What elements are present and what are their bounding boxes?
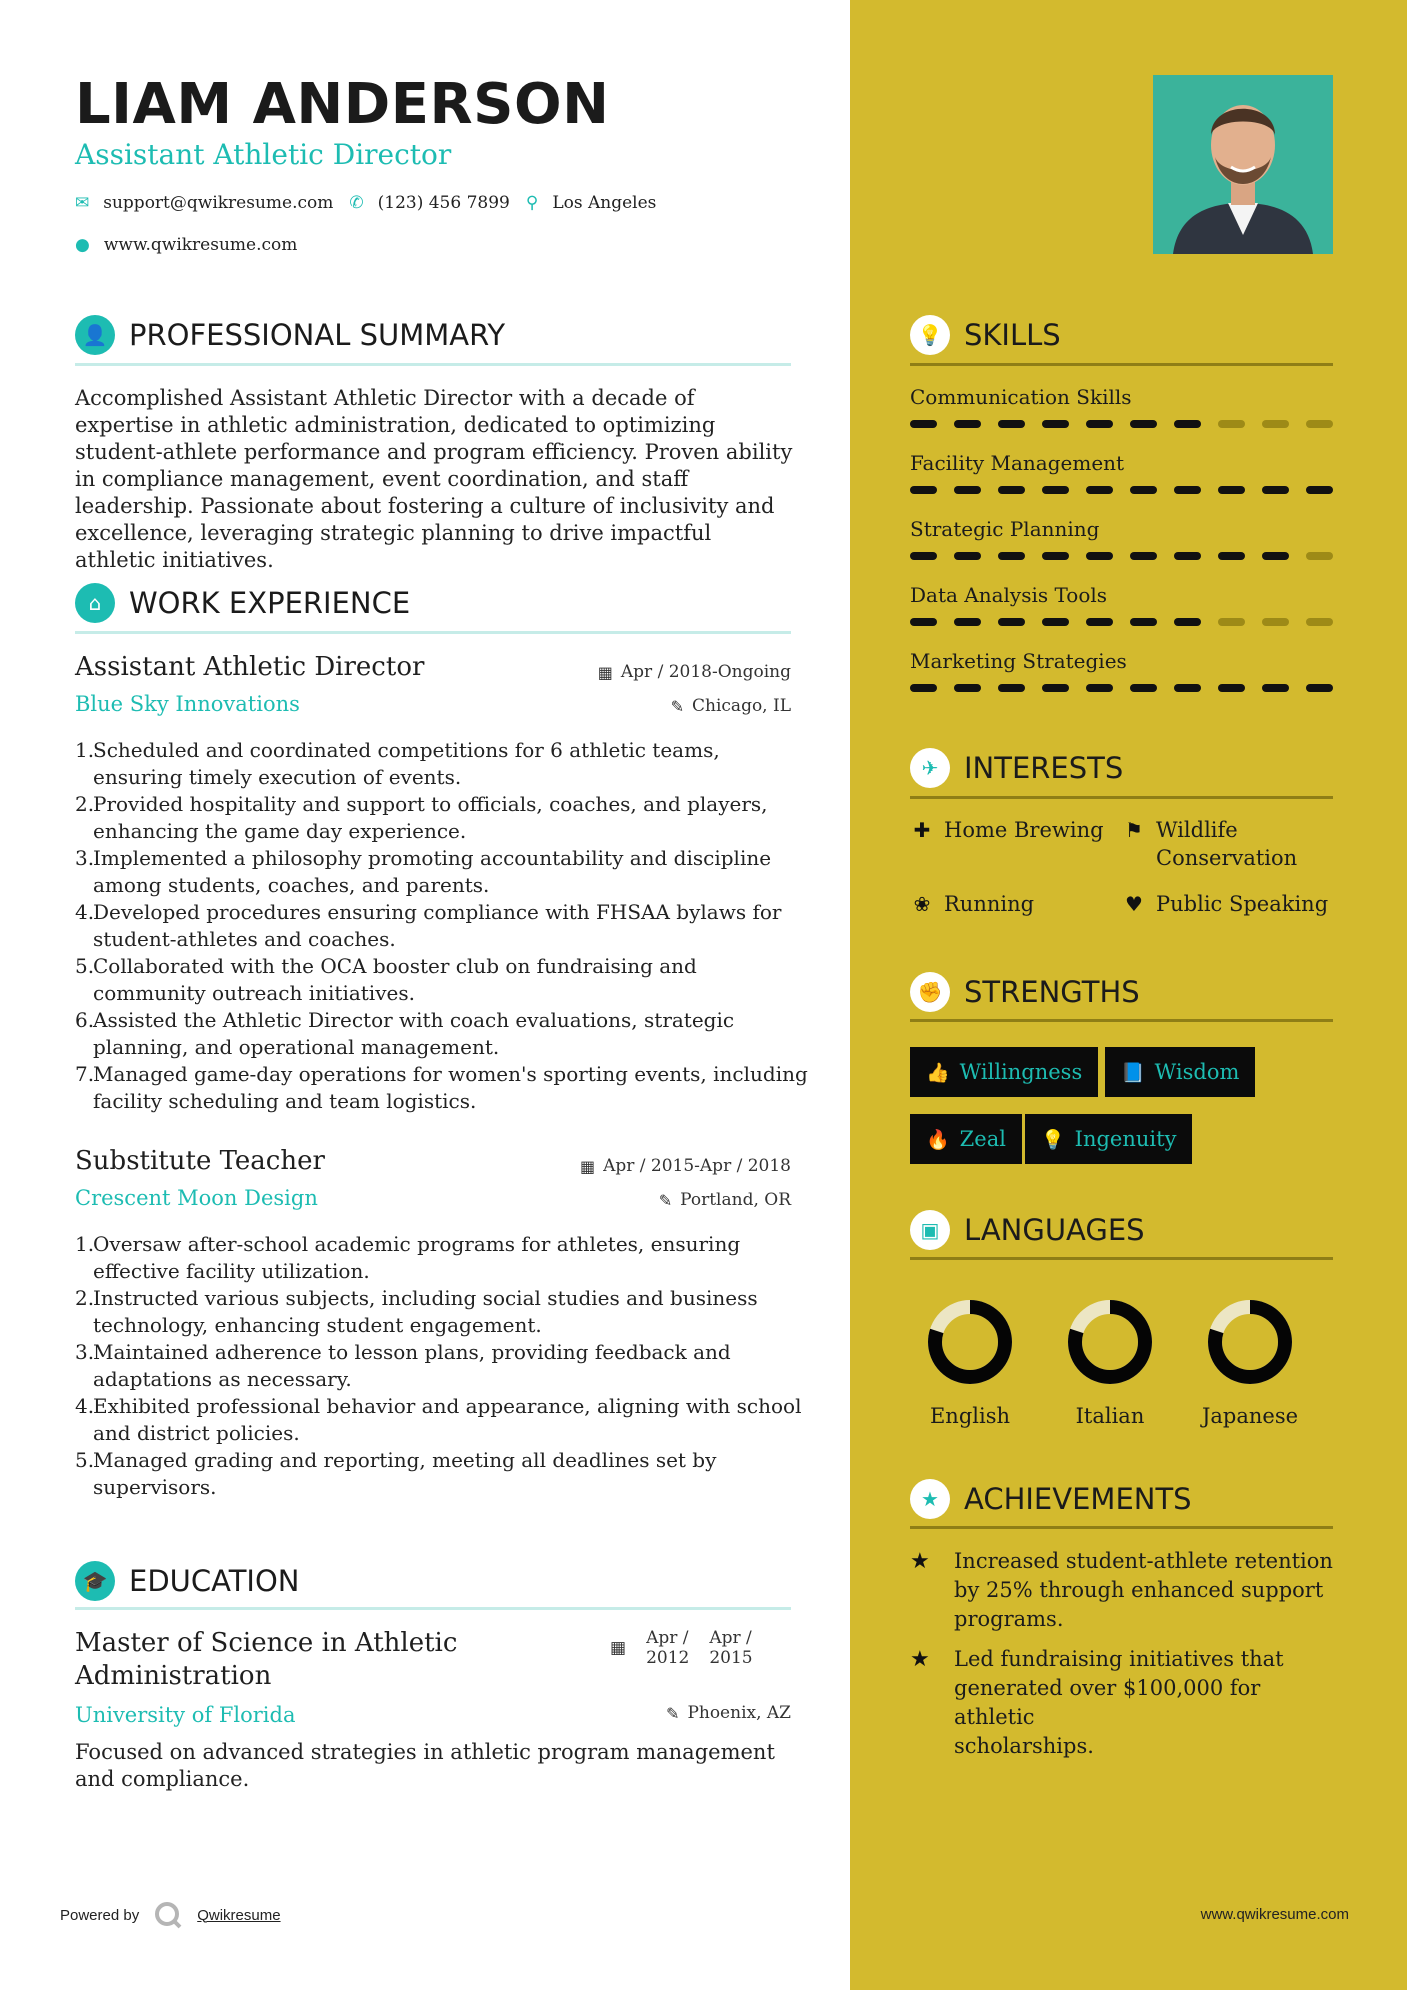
skill-dash-filled [1262,552,1289,560]
strength-label: Wisdom [1154,1060,1240,1084]
skill-dash-filled [910,684,937,692]
languages-heading: LANGUAGES [964,1213,1145,1247]
skill-dash-empty [1218,618,1245,626]
skill-item [910,649,1333,715]
phone-icon: ✆ [349,193,364,213]
interests-divider [910,796,1333,799]
skill-item [910,451,1333,517]
achievement-item [910,1645,1340,1761]
skill-dash-filled [1174,684,1201,692]
interest-item [1122,816,1297,872]
user-icon: 👤 [75,315,115,355]
languages-list [910,1292,1310,1428]
language-label: Italian [1075,1404,1145,1428]
heartbeat-icon: ♥ [1125,892,1143,916]
skill-level-bar [910,618,1333,626]
strengths-header [910,972,1140,1012]
skill-dash-filled [954,618,981,626]
flag-icon: ⚑ [1125,818,1143,842]
language-item [1050,1292,1170,1428]
book-icon: 📘 [1121,1061,1145,1084]
skill-dash-filled [998,420,1025,428]
skill-item [910,583,1333,649]
degree-line: Master of Science in Athletic [75,1628,458,1658]
achievement-line: generated over $100,000 for athletic [954,1676,1261,1729]
education-divider [75,1607,791,1610]
achievement-item [910,1547,1340,1634]
list-item: Oversaw after-school academic programs for athletes, ensuring effective facility utilization. [93,1232,741,1283]
interests-heading: INTERESTS [964,751,1124,785]
footer-site[interactable]: www.qwikresume.com [1200,1906,1349,1923]
strength-tag [1105,1047,1255,1097]
skill-dash-filled [1042,618,1069,626]
job-location-text: Portland, OR [680,1190,791,1210]
translate-icon: ▣ [910,1210,950,1250]
candidate-name: LIAM ANDERSON [75,72,610,137]
summary-header [75,315,505,355]
language-item [1190,1292,1310,1428]
skill-label: Marketing Strategies [910,649,1127,673]
skill-label: Communication Skills [910,385,1132,409]
skill-dash-empty [1218,420,1245,428]
languages-divider [910,1257,1333,1260]
achievement-line: scholarships. [954,1734,1094,1758]
strength-label: Zeal [959,1127,1006,1151]
avatar [1153,75,1333,254]
skill-level-bar [910,684,1333,692]
skill-dash-filled [954,552,981,560]
paper-plane-icon: ✈ [910,748,950,788]
thumbs-up-icon: 👍 [926,1061,950,1084]
list-item: Instructed various subjects, including social studies and business technology, enhancing student engagement. [93,1286,758,1337]
qwikresume-logo-icon [153,1900,183,1930]
skill-item [910,517,1333,583]
interest-label: Home Brewing [944,818,1104,842]
degree-title [75,1627,457,1693]
strengths-divider [910,1019,1333,1022]
skill-label: Data Analysis Tools [910,583,1108,607]
list-item: Exhibited professional behavior and appearance, aligning with school and district policies. [93,1394,802,1445]
profile-photo [1153,75,1333,254]
education-heading: EDUCATION [129,1564,300,1598]
pushpin-icon: ✎ [670,696,685,716]
interests-header [910,748,1123,788]
interest-item [910,890,1034,918]
skill-label: Facility Management [910,451,1125,475]
fist-icon: ✊ [910,972,950,1012]
strength-tag [1025,1114,1192,1164]
skill-dash-filled [1306,684,1333,692]
skills-list [910,385,1333,715]
globe-icon: ● [75,235,90,255]
job-location [659,1190,791,1210]
skill-item [910,385,1333,451]
skill-dash-filled [1218,486,1245,494]
skill-dash-filled [1262,684,1289,692]
school-name: University of Florida [75,1703,296,1727]
skill-dash-filled [954,420,981,428]
edu-start-year: 2012 [646,1648,690,1668]
graduate-icon: 🎓 [75,1561,115,1601]
website-link[interactable]: www.qwikresume.com [103,235,298,255]
skills-divider [910,363,1333,366]
skill-dash-filled [1218,552,1245,560]
education-location-text: Phoenix, AZ [687,1703,791,1723]
skill-level-bar [910,486,1333,494]
email-icon: ✉ [75,193,90,213]
list-item: Maintained adherence to lesson plans, providing feedback and adaptations as necessary. [93,1340,731,1391]
education-location [666,1703,791,1723]
skill-dash-filled [1130,486,1157,494]
job-bullets [75,1231,813,1501]
education-dates [610,1628,753,1668]
skill-level-bar [910,420,1333,428]
job-dates [598,662,791,682]
skill-dash-filled [998,486,1025,494]
achievement-line: programs. [954,1607,1064,1631]
interest-label: Public Speaking [1156,892,1329,916]
powered-by-text: Powered by [60,1906,140,1924]
strength-label: Ingenuity [1074,1127,1177,1151]
list-item: Managed game-day operations for women's sporting events, including facility scheduling and team logistics. [93,1062,808,1113]
calendar-icon: ▦ [597,662,613,682]
skill-dash-filled [998,552,1025,560]
skills-header [910,315,1061,355]
language-level-ring [1200,1292,1300,1392]
skill-dash-filled [1130,684,1157,692]
skill-dash-filled [998,684,1025,692]
skill-dash-filled [1042,552,1069,560]
skill-dash-filled [1174,552,1201,560]
interest-item [910,816,1104,844]
job-company: Crescent Moon Design [75,1186,318,1210]
lightbulb-icon: 💡 [1041,1128,1065,1151]
skill-label: Strategic Planning [910,517,1100,541]
job-dates-text: Apr / 2018-Ongoing [620,662,791,682]
skill-dash-filled [910,420,937,428]
skill-dash-empty [1262,420,1289,428]
candidate-title: Assistant Athletic Director [75,138,452,171]
location-pin-icon: ⚲ [525,193,539,213]
interest-item [1122,890,1328,918]
language-level-ring [1060,1292,1160,1392]
skill-dash-filled [1086,486,1113,494]
skill-dash-filled [1086,420,1113,428]
skill-dash-filled [998,618,1025,626]
skill-dash-filled [910,486,937,494]
edu-end-month: Apr / [709,1628,752,1648]
skill-dash-filled [1174,486,1201,494]
achievements-header [910,1479,1192,1519]
shooting-star-icon: ★ [910,1647,930,1672]
achievement-line: by 25% through enhanced support [954,1578,1324,1602]
skill-dash-filled [1042,684,1069,692]
brand-link[interactable]: Qwikresume [197,1906,281,1924]
skill-dash-filled [954,684,981,692]
skill-level-bar [910,552,1333,560]
skill-dash-filled [1130,552,1157,560]
skill-dash-filled [1086,684,1113,692]
skill-dash-filled [1174,420,1201,428]
achievement-line: Led fundraising initiatives that [954,1647,1284,1671]
language-level-ring [920,1292,1020,1392]
job-bullets [75,737,813,1115]
skill-dash-empty [1262,618,1289,626]
pushpin-icon: ✎ [658,1190,673,1210]
interest-label: Conservation [1156,846,1298,870]
shooting-star-icon: ★ [910,1549,930,1574]
language-label: English [929,1404,1011,1428]
strength-tag [910,1114,1022,1164]
job-title: Assistant Athletic Director [75,652,425,682]
list-item: Developed procedures ensuring compliance with FHSAA bylaws for student-athletes and coaches. [93,900,782,951]
list-item: Collaborated with the OCA booster club on fundraising and community outreach initiatives. [93,954,697,1005]
flame-icon: 🔥 [926,1128,950,1151]
education-description: Focused on advanced strategies in athletic program management and compliance. [75,1740,775,1791]
experience-heading: WORK EXPERIENCE [129,586,411,620]
skill-dash-filled [1086,552,1113,560]
skill-dash-filled [1042,420,1069,428]
lightbulb-icon: 💡 [910,315,950,355]
list-item: Provided hospitality and support to officials, coaches, and players, enhancing the game day experience. [93,792,768,843]
website-row [75,235,297,255]
job-location [671,696,791,716]
edu-start-month: Apr / [646,1628,689,1648]
skill-dash-filled [910,552,937,560]
job-company: Blue Sky Innovations [75,692,300,716]
list-item: Implemented a philosophy promoting accountability and discipline among students, coaches, and parents. [93,846,772,897]
email-text[interactable]: support@qwikresume.com [103,193,334,213]
experience-divider [75,631,791,634]
strengths-heading: STRENGTHS [964,975,1140,1009]
job-dates [580,1156,791,1176]
calendar-icon: ▦ [610,1638,627,1658]
summary-heading: PROFESSIONAL SUMMARY [129,318,506,352]
languages-header [910,1210,1145,1250]
achievements-heading: ACHIEVEMENTS [964,1482,1192,1516]
summary-text: Accomplished Assistant Athletic Director with a decade of expertise in athletic administration, dedicated to optimizing student-athlete performance and program efficiency. Proven ability in compliance management, event coordination, and staff leadership. Passionate about fostering a culture of inclusivity and excellence, leveraging strategic planning to drive impactful athletic initiatives. [75,386,793,572]
skill-dash-filled [910,618,937,626]
interest-label: Wildlife [1156,818,1238,842]
skill-dash-filled [1174,618,1201,626]
achievements-divider [910,1526,1333,1529]
achievement-line: Increased student-athlete retention [954,1549,1333,1573]
skill-dash-filled [1086,618,1113,626]
powered-by [60,1900,281,1930]
list-item: Managed grading and reporting, meeting all deadlines set by supervisors. [93,1448,717,1499]
experience-header [75,583,410,623]
list-item: Assisted the Athletic Director with coach evaluations, strategic planning, and operational management. [93,1008,735,1059]
shooting-star-icon: ★ [910,1479,950,1519]
interest-label: Running [944,892,1035,916]
language-label: Japanese [1201,1404,1299,1428]
skill-dash-filled [954,486,981,494]
skill-dash-filled [1042,486,1069,494]
skill-dash-empty [1306,618,1333,626]
paw-icon: ❀ [913,892,931,916]
puzzle-icon: ✚ [913,818,931,842]
skill-dash-filled [1130,420,1157,428]
language-item [910,1292,1030,1428]
job-title: Substitute Teacher [75,1146,325,1176]
office-chair-icon: ⌂ [75,583,115,623]
education-header [75,1561,300,1601]
calendar-icon: ▦ [579,1156,596,1176]
list-item: Scheduled and coordinated competitions for 6 athletic teams, ensuring timely execution of events. [93,738,720,789]
strength-label: Willingness [959,1060,1083,1084]
summary-divider [75,363,791,366]
skill-dash-empty [1306,552,1333,560]
job-location-text: Chicago, IL [692,696,791,716]
edu-end-year: 2015 [709,1648,753,1668]
phone-text[interactable]: (123) 456 7899 [377,193,510,213]
strength-tag [910,1047,1098,1097]
location-text: Los Angeles [552,193,657,213]
degree-line: Administration [75,1661,272,1691]
skill-dash-empty [1306,420,1333,428]
skill-dash-filled [1306,486,1333,494]
skill-dash-filled [1130,618,1157,626]
contact-row [75,193,656,213]
skill-dash-filled [1218,684,1245,692]
job-dates-text: Apr / 2015-Apr / 2018 [603,1156,791,1176]
skill-dash-filled [1262,486,1289,494]
skills-heading: SKILLS [964,318,1061,352]
pushpin-icon: ✎ [666,1703,680,1723]
